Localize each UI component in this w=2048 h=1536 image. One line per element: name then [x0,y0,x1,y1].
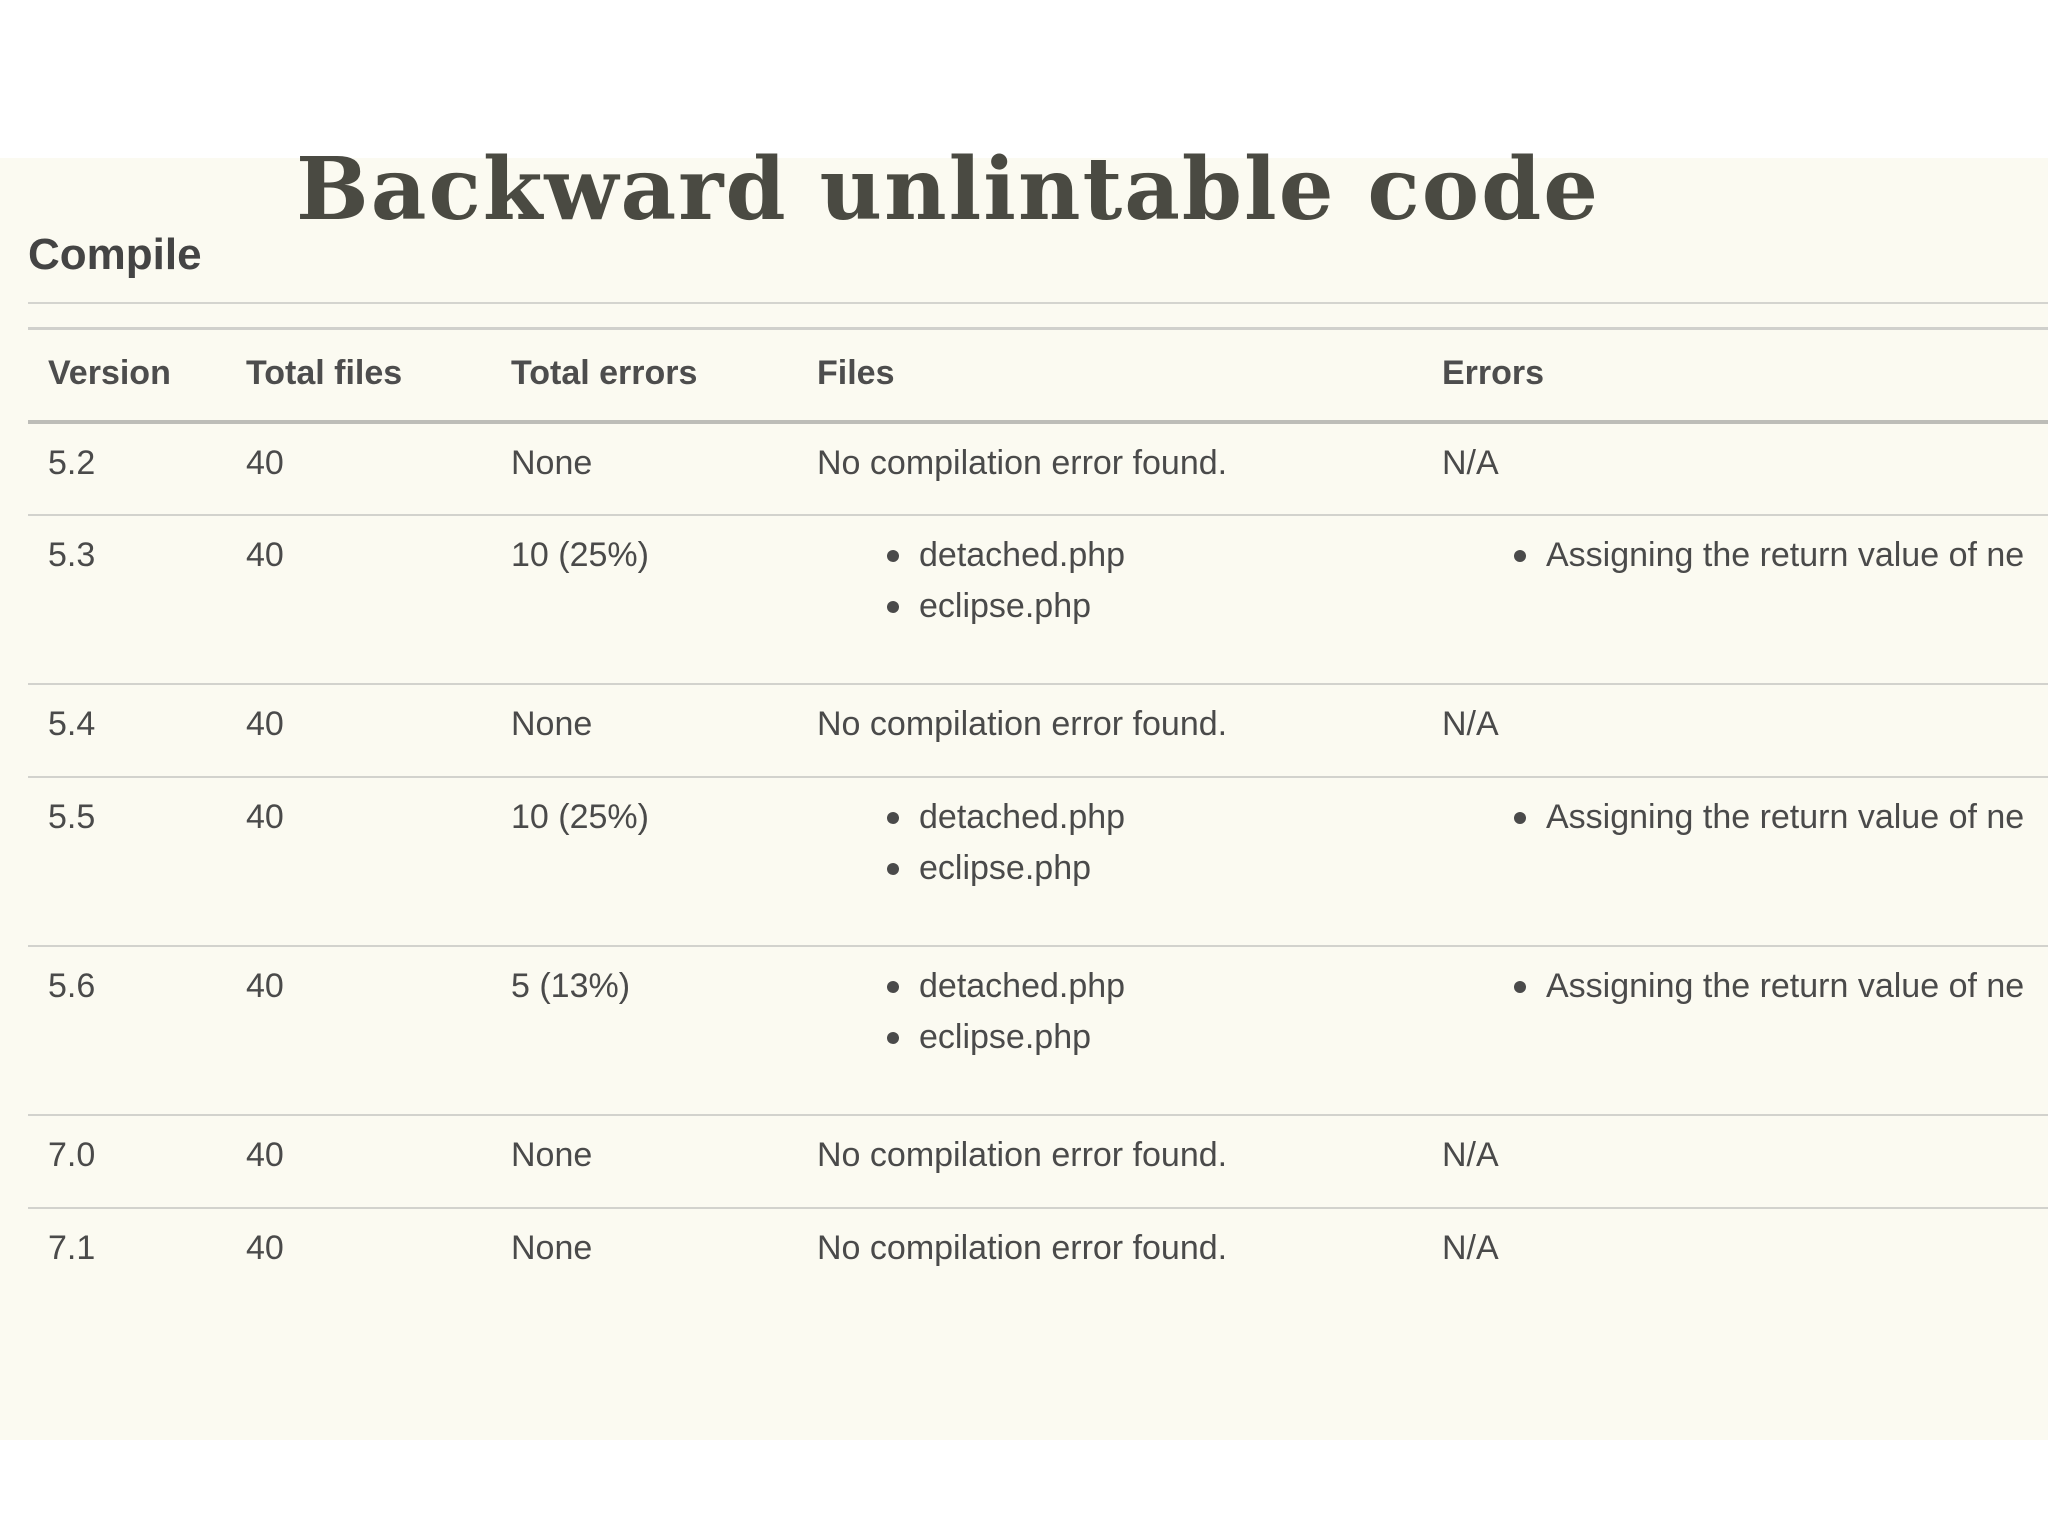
cell-errors: N/A [1422,422,2048,515]
error-list-item [1546,530,2048,581]
cell-files: No compilation error found. [797,422,1422,515]
bullet-icon [1514,550,1526,562]
cell-errors [1422,515,2048,684]
cell-total-files: 40 [226,684,491,777]
bullet-icon [887,1032,899,1044]
cell-errors: N/A [1442,1229,1499,1267]
section-heading: Compile [28,230,202,279]
cell-total-errors: None [511,1229,593,1267]
cell-files: No compilation error found. [797,1115,1422,1208]
cell-files [797,946,1422,1115]
bullet-icon [887,550,899,562]
bullet-icon [887,601,899,613]
cell-version: 7.0 [28,1115,226,1208]
cell-total-errors: 10 (25%) [491,777,797,946]
cell-total-files: 40 [226,946,491,1115]
cell-files [797,515,1422,684]
cell-total-files: 40 [226,1115,491,1208]
column-header-total-files: Total files [226,330,491,422]
cell-total-errors: None [491,684,797,777]
file-name: detached.php [919,798,1126,836]
cell-total-files: 40 [226,515,491,684]
bullet-icon [887,812,899,824]
compile-results-table [28,330,2048,1301]
file-name: detached.php [919,967,1126,1005]
cell-files: No compilation error found. [797,684,1422,777]
table-row [28,777,2048,946]
error-list-item [1546,792,2048,843]
file-list-item [919,843,1422,894]
slide-title: Backward unlintable code [296,139,1600,240]
cell-files: No compilation error found. [817,1229,1228,1267]
file-list-item [919,1012,1422,1063]
table-row [28,684,2048,777]
table-header-row [28,330,2048,422]
cell-total-files: 40 [226,777,491,946]
file-name: eclipse.php [919,587,1092,625]
cell-errors [1422,777,2048,946]
cell-version: 7.1 [48,1229,96,1267]
cell-errors [1422,946,2048,1115]
heading-divider [28,302,2048,304]
file-name: detached.php [919,536,1126,574]
column-header-files: Files [797,330,1422,422]
cell-errors: N/A [1422,684,2048,777]
column-header-total-errors: Total errors [491,330,797,422]
bullet-icon [887,863,899,875]
bullet-icon [1514,812,1526,824]
cell-version: 5.3 [28,515,226,684]
bullet-icon [887,981,899,993]
cell-total-errors: None [491,1115,797,1208]
table-row [28,946,2048,1115]
error-list [1442,530,2048,581]
cell-total-files: 40 [246,1229,284,1267]
error-list-item [1546,961,2048,1012]
cell-version: 5.2 [28,422,226,515]
error-message: Assigning the return value of ne [1546,798,2025,836]
file-name: eclipse.php [919,849,1092,887]
file-list [817,792,1422,894]
error-message: Assigning the return value of ne [1546,967,2025,1005]
error-list [1442,961,2048,1012]
table-row [28,515,2048,684]
cell-total-files: 40 [226,422,491,515]
error-message: Assigning the return value of ne [1546,536,2025,574]
cell-total-errors: 10 (25%) [491,515,797,684]
error-list [1442,792,2048,843]
file-list-item [919,792,1422,843]
file-list [817,961,1422,1063]
file-list-item [919,961,1422,1012]
cell-version: 5.6 [28,946,226,1115]
column-header-errors: Errors [1422,330,2048,422]
column-header-version: Version [28,330,226,422]
table-row [28,1208,2048,1301]
cell-version: 5.5 [28,777,226,946]
file-list-item [919,581,1422,632]
file-name: eclipse.php [919,1018,1092,1056]
bullet-icon [1514,981,1526,993]
cell-version: 5.4 [28,684,226,777]
table-row [28,1115,2048,1208]
table-row [28,422,2048,515]
cell-total-errors: 5 (13%) [491,946,797,1115]
file-list-item [919,530,1422,581]
cell-files [797,777,1422,946]
cell-total-errors: None [491,422,797,515]
file-list [817,530,1422,632]
cell-errors: N/A [1422,1115,2048,1208]
